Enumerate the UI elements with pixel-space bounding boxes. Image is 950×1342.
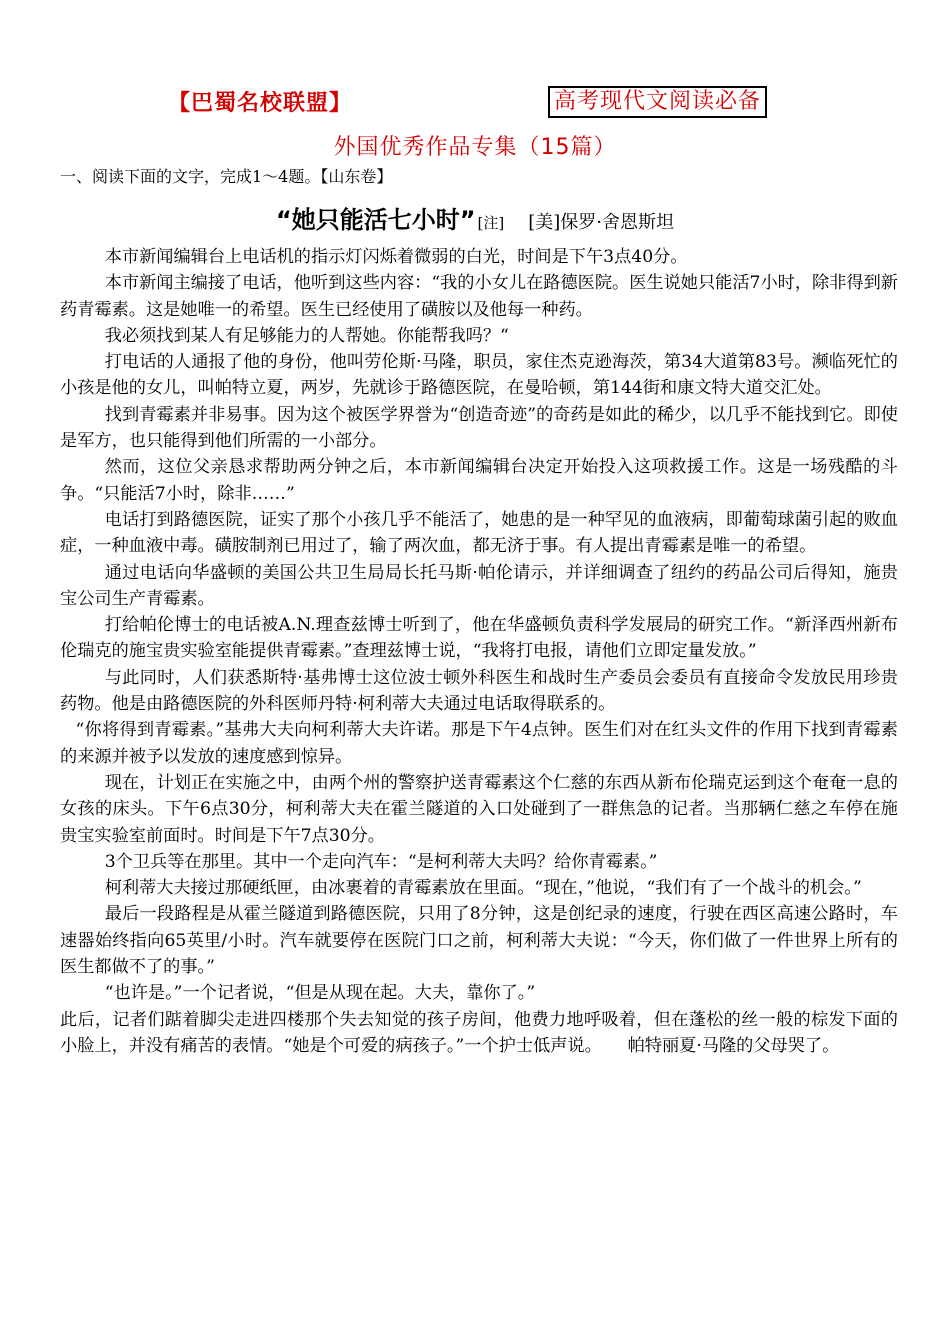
article-title: “她只能活七小时” bbox=[275, 206, 476, 234]
article-author: [美]保罗·舍恩斯坦 bbox=[528, 212, 675, 233]
article-body bbox=[60, 244, 898, 1059]
paragraph: 打电话的人通报了他的身份，他叫劳伦斯·马隆，职员，家住杰克逊海茨，第34大道第83号。濒临死忙的小孩是他的女儿，叫帕特立夏，两岁，先就诊于路德医院，在曼哈顿，第144街和康文特大道交汇处。 bbox=[60, 352, 898, 399]
collection-subtitle: 外国优秀作品专集（15篇） bbox=[333, 135, 617, 160]
paragraph: “也许是。”一个记者说，“但是从现在起。大夫，靠你了。” bbox=[104, 983, 536, 1004]
paragraph: 最后一段路程是从霍兰隧道到路德医院，只用了8分钟，这是创纪录的速度，行驶在西区高速公路时，车速器始终指向65英里/小时。汽车就要停在医院门口之前，柯利蒂大夫说：“今天，你们做了一件世界上所有的医生都做不了的事。” bbox=[60, 904, 898, 978]
paragraph: 柯利蒂大夫接过那硬纸匣，由冰裹着的青霉素放在里面。“现在，”他说，“我们有了一个战斗的机会。” bbox=[104, 878, 862, 899]
paragraph: 通过电话向华盛顿的美国公共卫生局局长托马斯·帕伦请示，并详细调查了纽约的药品公司后得知，施贵宝公司生产青霉素。 bbox=[60, 562, 898, 609]
paragraph: 打给帕伦博士的电话被A.N.理查兹博士听到了，他在华盛顿负责科学发展局的研究工作。“新泽西州新布伦瑞克的施宝贵实验室能提供青霉素。”查理兹博士说，“我将打电报，请他们立即定量发放。” bbox=[60, 615, 898, 662]
paragraph: 然而，这位父亲恳求帮助两分钟之后，本市新闻编辑台决定开始投入这项救援工作。这是一场残酷的斗争。“只能活7小时，除非……” bbox=[60, 457, 898, 504]
paragraph: 现在，计划正在实施之中，由两个州的警察护送青霉素这个仁慈的东西从新布伦瑞克运到这个奄奄一息的女孩的床头。下午6点30分，柯利蒂大夫在霍兰隧道的入口处碰到了一群焦急的记者。当那辆仁慈之车停在施贵宝实验室前面时。时间是下午7点30分。 bbox=[60, 772, 898, 846]
boxed-title: 高考现代文阅读必备 bbox=[548, 86, 767, 118]
paragraph: 此后，记者们踮着脚尖走进四楼那个失去知觉的孩子房间，他费力地呼吸着，但在蓬松的丝一般的棕发下面的小脸上，并没有痛苦的表情。“她是个可爱的病孩子。”一个护士低声说。 帕特丽夏·马隆的父母哭了。 bbox=[60, 1009, 898, 1056]
paragraph: “你将得到青霉素。”基弗大夫向柯利蒂大夫许诺。那是下午4点钟。医生们对在红头文件的作用下找到青霉素的来源并被予以发放的速度感到惊异。 bbox=[60, 720, 898, 767]
paragraph: 本市新闻编辑台上电话机的指示灯闪烁着微弱的白光，时间是下午3点40分。 bbox=[104, 247, 688, 267]
question-instruction: 一、阅读下面的文字，完成1～4题。【山东卷】 bbox=[60, 167, 393, 186]
brand-label: 【巴蜀名校联盟】 bbox=[168, 91, 353, 116]
article-note-marker: [注] bbox=[477, 214, 505, 232]
article-title-row bbox=[0, 200, 950, 235]
paragraph: 电话打到路德医院，证实了那个小孩几乎不能活了，她患的是一种罕见的血液病，即葡萄球菌引起的败血症，一种血液中毒。磺胺制剂已用过了，输了两次血，都无济于事。有人提出青霉素是唯一的希望。 bbox=[60, 509, 898, 557]
paragraph: 与此同时，人们获悉斯特·基弗博士这位波士顿外科医生和战时生产委员会委员有直接命令发放民用珍贵药物。他是由路德医院的外科医师丹特·柯利蒂大夫通过电话取得联系的。 bbox=[60, 667, 898, 715]
header bbox=[0, 86, 950, 120]
paragraph: 我必须找到某人有足够能力的人帮她。你能帮我吗？“ bbox=[104, 325, 509, 346]
paragraph: 找到青霉素并非易事。因为这个被医学界誉为“创造奇迹”的奇药是如此的稀少，以几乎不能找到它。即使是军方，也只能得到他们所需的一小部分。 bbox=[60, 404, 898, 452]
paragraph: 本市新闻主编接了电话，他听到这些内容：“我的小女儿在路德医院。医生说她只能活7小时，除非得到新药青霉素。这是她唯一的希望。医生已经使用了磺胺以及他每一种药。 bbox=[60, 273, 898, 320]
paragraph: 3个卫兵等在那里。其中一个走向汽车：“是柯利蒂大夫吗？给你青霉素。” bbox=[104, 851, 658, 872]
